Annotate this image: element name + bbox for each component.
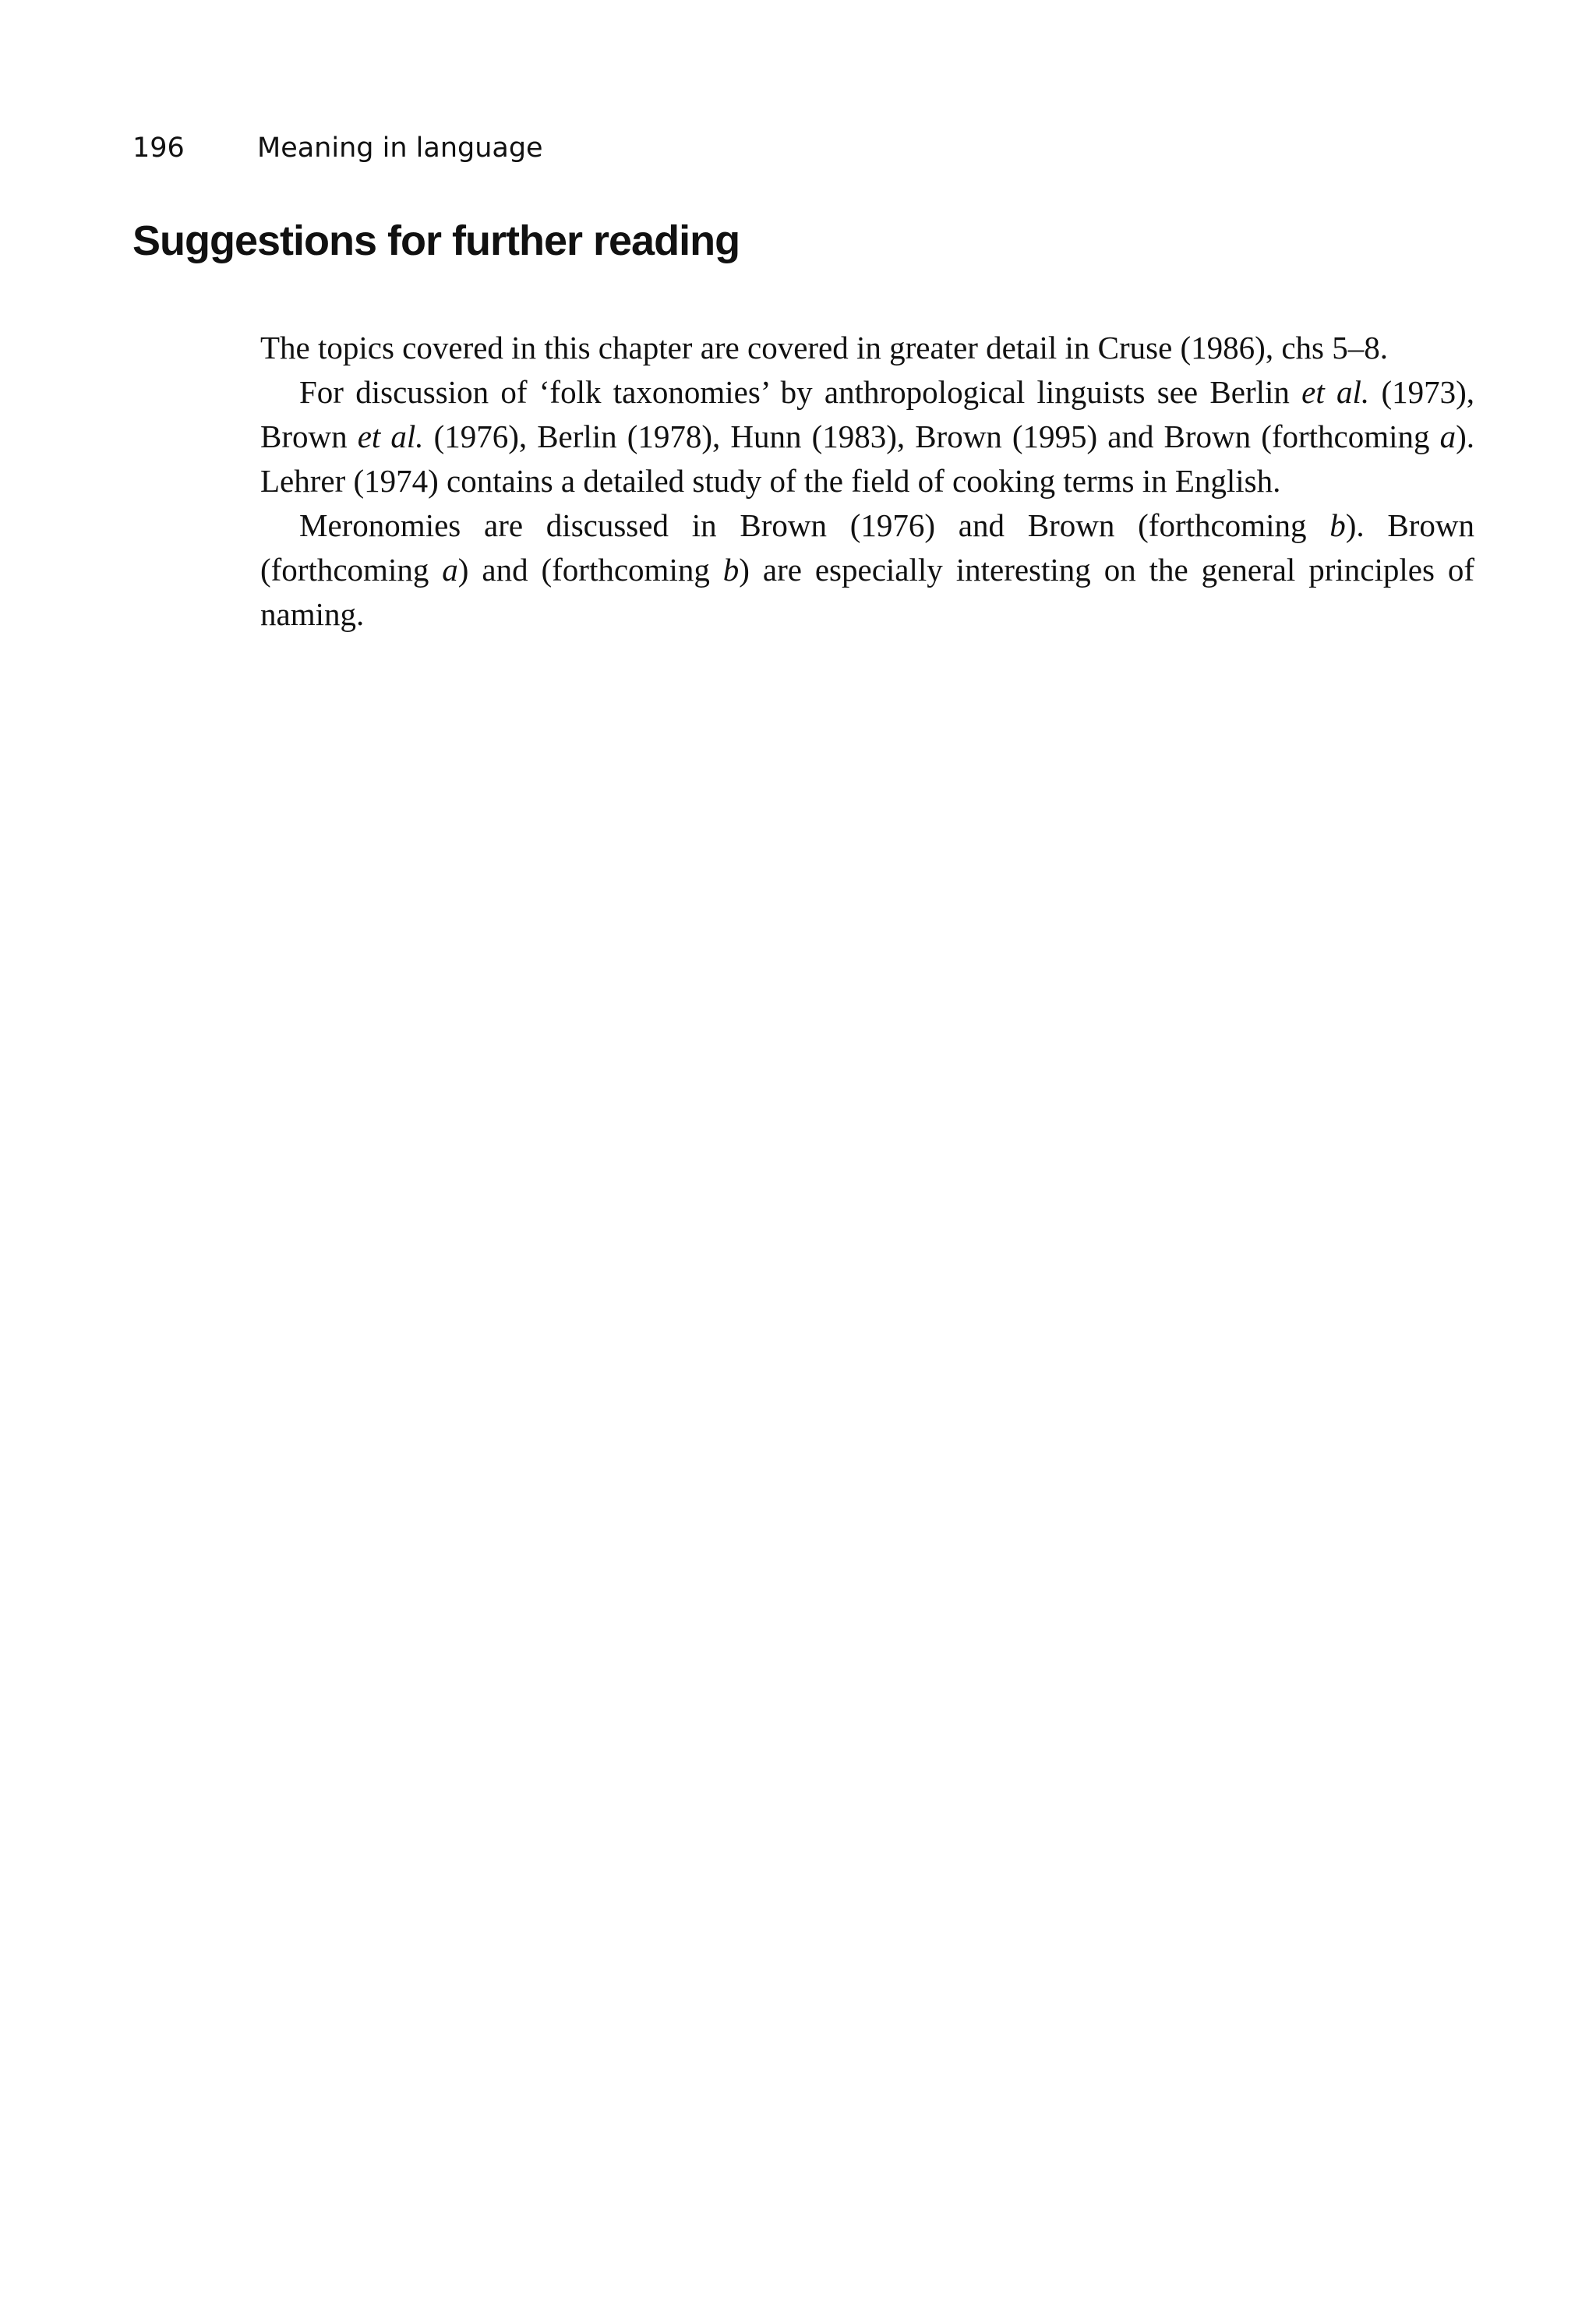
running-head: [132, 131, 543, 165]
text-segment: ) and (forthcoming: [457, 552, 723, 588]
body-text: [260, 326, 1474, 637]
text-segment: (1976), Berlin (1978), Hunn (1983), Brown (1995) and Brown (forthcoming: [423, 418, 1440, 454]
paragraph-meronomies: [260, 503, 1474, 637]
paragraph-folk-taxonomies: [260, 370, 1474, 503]
page-number: 196: [132, 132, 185, 164]
italic-segment: et al.: [357, 418, 424, 454]
italic-segment: b: [1329, 507, 1346, 543]
italic-segment: a: [442, 552, 458, 588]
italic-segment: b: [722, 552, 740, 588]
text-segment: The topics covered in this chapter are covered in greater detail in Cruse (1986), chs 5–8.: [260, 330, 1388, 366]
text-segment: ) are especially interesting on the general principles of naming.: [260, 552, 1475, 632]
text-segment: For discussion of ‘folk taxonomies’ by anthropological linguists see Berlin: [299, 374, 1302, 410]
italic-segment: et al.: [1301, 374, 1370, 410]
text-segment: ). Lehrer (1974) contains a detailed study of the field of cooking terms in English.: [260, 418, 1475, 499]
text-segment: Meronomies are discussed in Brown (1976) and Brown (forthcoming: [299, 507, 1330, 543]
text-segment: ). Brown (forthcoming: [260, 507, 1475, 588]
italic-segment: a: [1439, 418, 1457, 454]
running-head-title: Meaning in language: [257, 132, 543, 164]
text-segment: (1973), Brown: [260, 374, 1475, 454]
section-heading: Suggestions for further reading: [132, 217, 740, 264]
paragraph-cruse: [260, 326, 1474, 370]
